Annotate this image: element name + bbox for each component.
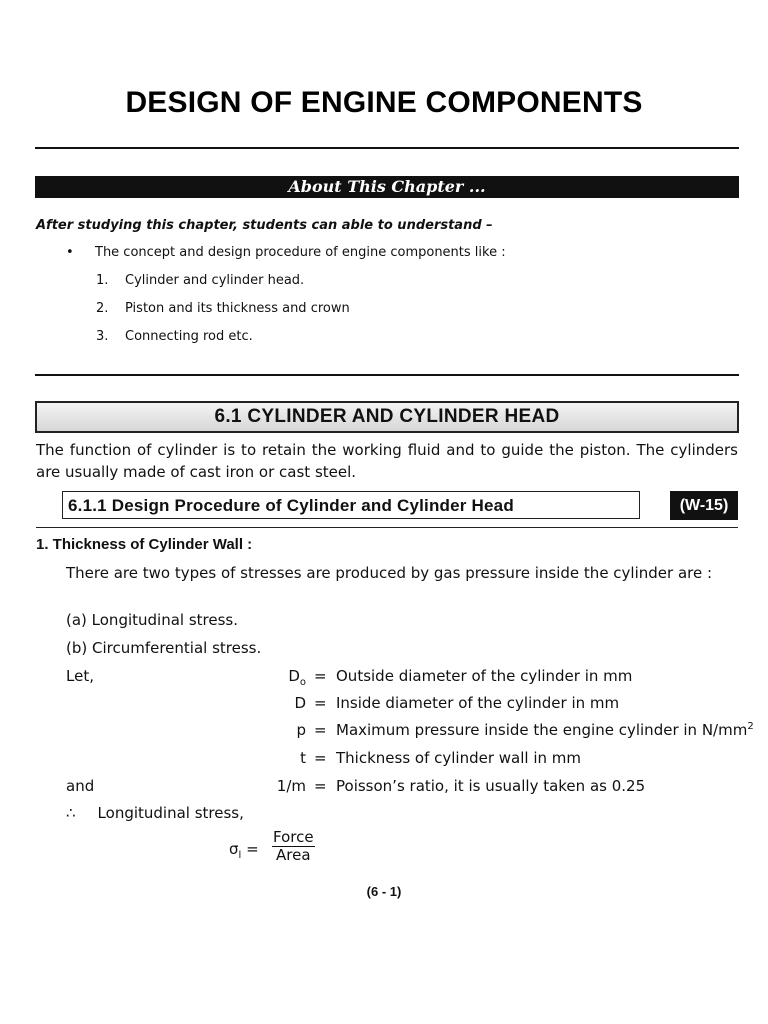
- title-rule: [35, 147, 739, 149]
- symbol-text: D: [288, 667, 300, 685]
- section-paragraph: The function of cylinder is to retain the working fluid and to guide the piston. The cylinders are usually made of cast iron or cast steel.: [36, 441, 738, 481]
- symbol-text: t: [300, 749, 306, 767]
- formula-equals: =: [246, 840, 259, 858]
- about-end-rule: [35, 374, 739, 376]
- list-item-number: 3.: [96, 329, 109, 344]
- list-item: [96, 273, 304, 288]
- definition-row: [66, 721, 754, 743]
- definition-prefix: Let,: [66, 667, 94, 685]
- definition-prefix: and: [66, 777, 95, 795]
- list-item-text: Connecting rod etc.: [125, 329, 253, 344]
- definition-description: Thickness of cylinder wall in mm: [336, 749, 582, 767]
- formula-lhs: [229, 840, 259, 861]
- symbol-subscript: o: [299, 677, 306, 688]
- list-item-text: Cylinder and cylinder head.: [125, 273, 305, 288]
- description-text: Maximum pressure inside the engine cylinder in N/mm: [336, 721, 748, 739]
- equals-sign: =: [314, 667, 327, 685]
- therefore-icon: ∴: [66, 804, 76, 822]
- list-item-text: Piston and its thickness and crown: [125, 301, 350, 316]
- longitudinal-stress-label: Longitudinal stress,: [97, 804, 244, 822]
- definition-symbol: [288, 667, 306, 688]
- definition-description: Poisson’s ratio, it is usually taken as 0.25: [336, 777, 646, 795]
- bullet-dot-icon: •: [66, 245, 74, 260]
- fraction-numerator: Force: [273, 828, 314, 846]
- page-title: DESIGN OF ENGINE COMPONENTS: [125, 86, 643, 119]
- definition-symbol: [296, 721, 306, 739]
- definition-description: Inside diameter of the cylinder in mm: [336, 694, 620, 712]
- section-heading: 6.1 CYLINDER AND CYLINDER HEAD: [35, 401, 739, 433]
- symbol-text: D: [294, 694, 306, 712]
- exam-tag-badge: (W-15): [670, 491, 738, 520]
- subsection-rule: [36, 527, 738, 528]
- definition-description: Outside diameter of the cylinder in mm: [336, 667, 633, 685]
- definition-row: [66, 749, 746, 771]
- definition-row: [66, 667, 746, 689]
- definition-row: [66, 694, 746, 716]
- page-number: (6 - 1): [366, 884, 402, 899]
- stress-a: (a) Longitudinal stress.: [66, 611, 239, 629]
- definition-symbol: [294, 694, 306, 712]
- definition-description: [336, 721, 754, 739]
- list-item: [96, 329, 253, 344]
- list-item-number: 1.: [96, 273, 109, 288]
- about-bullet-text: The concept and design procedure of engine components like :: [95, 245, 506, 260]
- unit-superscript: 2: [747, 721, 754, 732]
- sigma-symbol: σ: [229, 840, 239, 858]
- about-bullet: [66, 245, 506, 260]
- wall-paragraph: There are two types of stresses are produced by gas pressure inside the cylinder are :: [66, 564, 713, 582]
- symbol-text: 1/m: [276, 777, 306, 795]
- list-item: [96, 301, 350, 316]
- list-item-number: 2.: [96, 301, 109, 316]
- about-intro: After studying this chapter, students can able to understand –: [36, 218, 493, 233]
- wall-heading: 1. Thickness of Cylinder Wall :: [36, 536, 253, 553]
- formula-fraction: [272, 829, 315, 864]
- symbol-text: p: [296, 721, 306, 739]
- equals-sign: =: [314, 721, 327, 739]
- definition-row: [66, 777, 746, 799]
- subsection-heading: 6.1.1 Design Procedure of Cylinder and Cylinder Head: [62, 491, 640, 519]
- fraction-denominator: Area: [276, 846, 311, 864]
- sigma-subscript: l: [238, 850, 242, 861]
- equals-sign: =: [314, 777, 327, 795]
- equals-sign: =: [314, 694, 327, 712]
- about-chapter-banner: About This Chapter ...: [35, 176, 739, 198]
- equals-sign: =: [314, 749, 327, 767]
- definition-symbol: [300, 749, 306, 767]
- definition-symbol: [277, 777, 306, 795]
- stress-b: (b) Circumferential stress.: [66, 639, 262, 657]
- therefore-line: [66, 804, 244, 822]
